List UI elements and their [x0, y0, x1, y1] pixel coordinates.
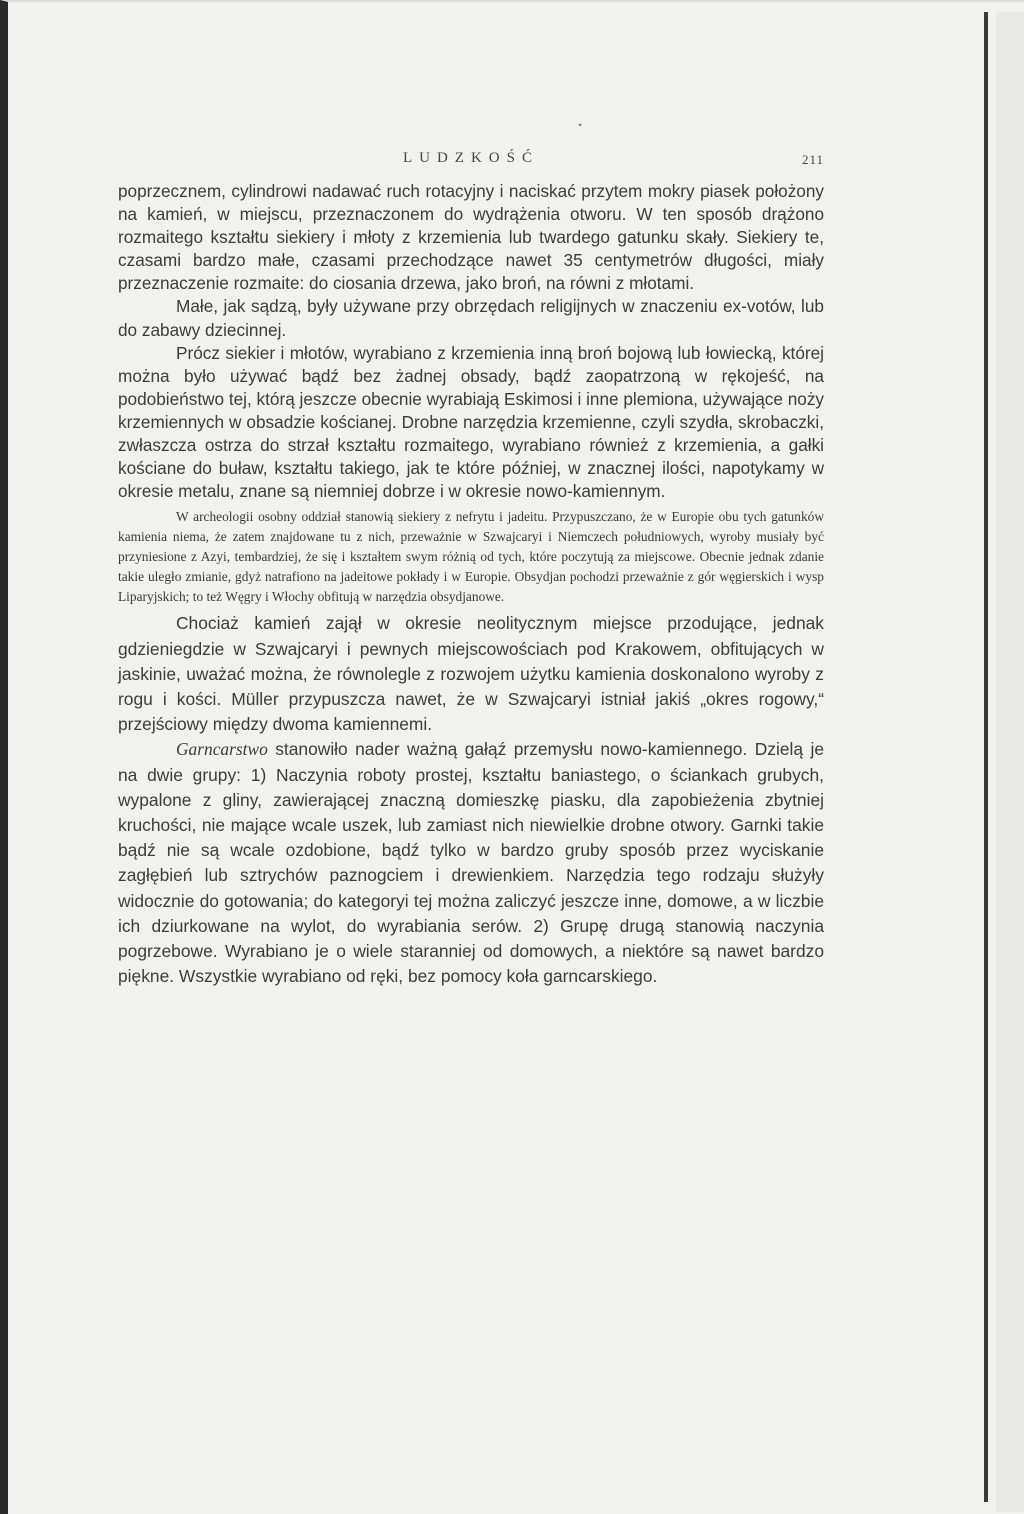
running-head: LUDZKOŚĆ: [402, 150, 539, 166]
printer-dot: •: [578, 118, 583, 132]
page-edge-margin: [996, 12, 1024, 1512]
page-number: 211: [801, 152, 824, 167]
page-edge-shadow: [984, 12, 988, 1502]
main-text-bottom: [118, 611, 824, 989]
small-print-note: [118, 507, 824, 607]
paragraph-3: Prócz siekier i młotów, wyrabiano z krzemienia inną broń bojową lub łowiecką, której można było używać bądź bez żadnej obsady, bądź zaopatrzoną w rękojeść, na podobieństwo tej, którą jeszcze obecnie wyrabiają Eskimosi i inne plemiona, używające noży krzemiennych w obsadzie kościanej. Drobne narzędzia krzemienne, czyli szydła, skrobaczki, zwłaszcza ostrza do strzał kształtu rozmaitego, wyrabiano również z krzemienia, a gałki kościane do buław, kształtu takiego, jak te które później, w znacznej ilości, napotykamy w okresie metalu, znane są niemniej dobrze i w okresie nowo-kamiennym.: [118, 342, 825, 502]
paragraph-5: [118, 737, 824, 989]
note-paragraph: W archeologii osobny oddział stanowią siekiery z nefrytu i jadeitu. Przypuszczano, że w Europie obu tych gatunków kamienia niema, że zatem znajdowane tu z nich, przeważnie w Szwajcaryi i Niemczech południowych, wyroby musiały być przyniesione z Azyi, tembardziej, że się i kształtem swym różnią od tych, które poczytują za miejscowe. Obecnie jednak zdanie takie uległo zmianie, gdyż natrafiono na jadeitowe pokłady i w Europie. Obsydjan pochodzi przeważnie z gór węgierskich i wysp Liparyjskich; to też Węgry i Włochy obfitują w narzędzia obsydjanowe.: [118, 509, 824, 605]
italic-term: Garncarstwo: [176, 739, 268, 760]
paragraph-1: poprzecznem, cylindrowi nadawać ruch rotacyjny i naciskać przytem mokry piasek położony na kamień, w miejscu, przeznaczonem do wydrążenia otworu. W ten sposób drążono rozmaitego kształtu siekiery i młoty z krzemienia lub twardego gatunku skały. Siekiery te, czasami bardzo małe, czasami przechodzące nawet 35 centymetrów długości, miały przeznaczenie rozmaite: do ciosania drzewa, jako broń, na równi z młotami.: [118, 181, 824, 294]
page-header: [118, 118, 824, 180]
paragraph-2: Małe, jak sądzą, były używane przy obrzędach religijnych w znaczeniu ex-votów, lub do zabawy dziecinnej.: [118, 296, 824, 340]
main-text-top: [118, 180, 824, 503]
book-page: [118, 118, 825, 989]
paragraph-4: Chociaż kamień zajął w okresie neolitycznym miejsce przodujące, jednak gdzieniegdzie w Szwajcaryi i pewnych miejscowościach pod Krakowem, obfitujących w jaskinie, uważać można, że równolegle z rozwojem użytku kamienia doskonalono wyroby z rogu i kości. Müller przypuszcza nawet, że w Szwajcaryi istniał jakiś „okres rogowy,“ przejściowy między dwoma kamiennemi.: [118, 613, 824, 735]
paragraph-5-text: stanowiło nader ważną gałąź przemysłu nowo-kamiennego. Dzielą je na dwie grupy: 1) Naczynia roboty prostej, kształtu baniastego, o ściankach grubych, wypalone z gliny, zawierającej znaczną domieszkę piasku, dla zapobieżenia zbytniej kruchości, nie mające wcale uszek, lub zamiast nich niewielkie drobne otwory. Garnki takie bądź nie są wcale ozdobione, bądź tylko w bardzo gruby sposób przez wyciskanie zagłębień lub sztrychów paznogciem i drewienkiem. Narzędzia tego rodzaju służyły widocznie do gotowania; do kategoryi tej można zaliczyć jeszcze inne, domowe, a w liczbie ich dziurkowane na wylot, do wyrabiania serów. 2) Grupę drugą stanowią naczynia pogrzebowe. Wyrabiano je o wiele staranniej od domowych, a niektóre są nawet bardzo piękne. Wszystkie wyrabiano od ręki, bez pomocy koła garncarskiego.: [118, 739, 824, 987]
